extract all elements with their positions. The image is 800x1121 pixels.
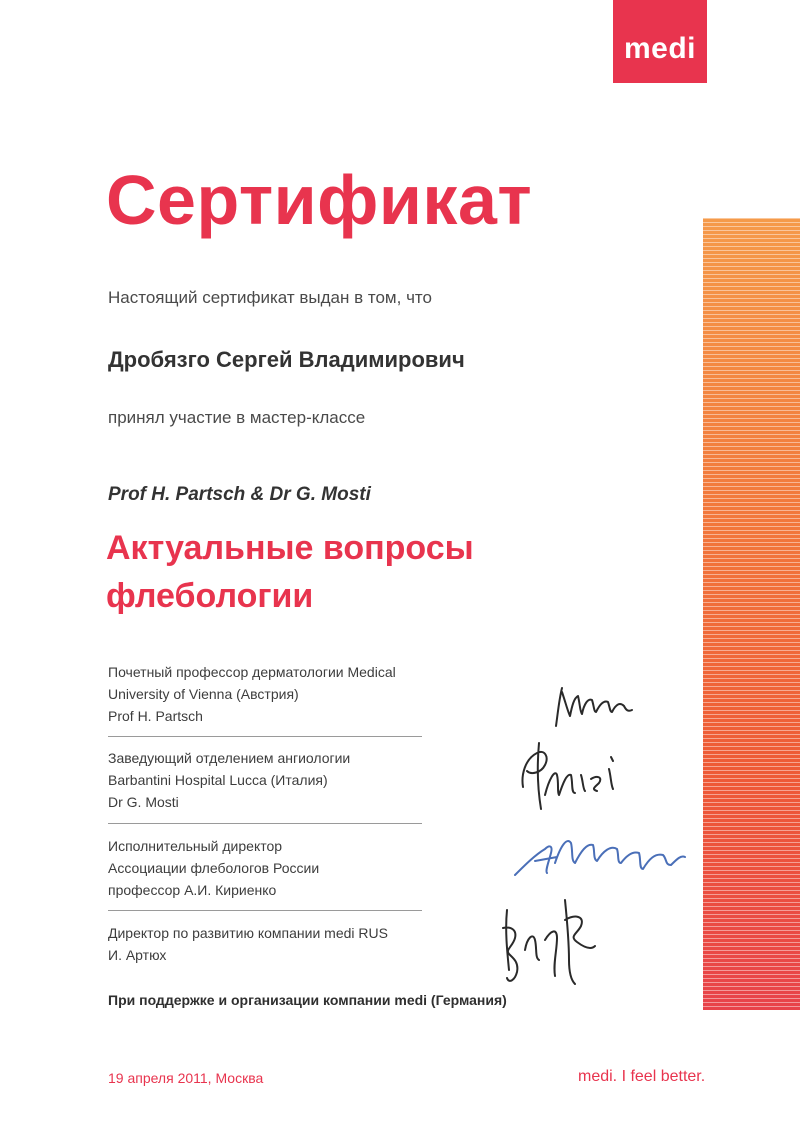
medi-logo: [613, 0, 707, 83]
signer-line: Barbantini Hospital Lucca (Италия): [108, 772, 328, 788]
course-title-line: Актуальные вопросы: [106, 529, 474, 567]
signer-line: профессор А.И. Кириенко: [108, 882, 277, 898]
signature-partsch: [550, 682, 640, 732]
recipient-name: Дробязго Сергей Владимирович: [108, 347, 465, 372]
signer-line: Dr G. Mosti: [108, 794, 179, 810]
divider: [108, 910, 422, 911]
signer-line: Исполнительный директор: [108, 838, 283, 854]
signer-block: [108, 835, 319, 901]
divider: [108, 736, 422, 737]
participation-text: принял участие в мастер-классе: [108, 408, 366, 427]
signer-line: Почетный профессор дерматологии Medical: [108, 664, 396, 680]
certificate-title: Сертификат: [106, 161, 533, 239]
divider: [108, 823, 422, 824]
signer-line: Заведующий отделением ангиологии: [108, 750, 351, 766]
course-title: [106, 524, 474, 620]
signer-line: Ассоциации флебологов России: [108, 860, 320, 876]
signer-line: И. Артюх: [108, 947, 167, 963]
signer-line: Директор по развитию компании medi RUS: [108, 925, 388, 941]
decorative-stripe: [703, 218, 800, 1010]
signer-block: [108, 747, 350, 813]
signer-block: [108, 661, 396, 727]
signature-mosti: [515, 735, 625, 815]
signer-block: [108, 922, 388, 966]
support-note: При поддержке и организации компании medi (Германия): [108, 992, 507, 1008]
intro-text: Настоящий сертификат выдан в том, что: [108, 288, 432, 307]
course-title-line: флебологии: [106, 577, 314, 615]
signer-line: University of Vienna (Австрия): [108, 686, 299, 702]
speakers-line: Prof H. Partsch & Dr G. Mosti: [108, 484, 371, 505]
brand-tagline: medi. I feel better.: [578, 1068, 706, 1085]
signer-line: Prof H. Partsch: [108, 708, 203, 724]
signature-artyukh: [495, 880, 610, 995]
issue-date: 19 апреля 2011, Москва: [108, 1070, 264, 1086]
logo-text: medi: [623, 32, 697, 65]
